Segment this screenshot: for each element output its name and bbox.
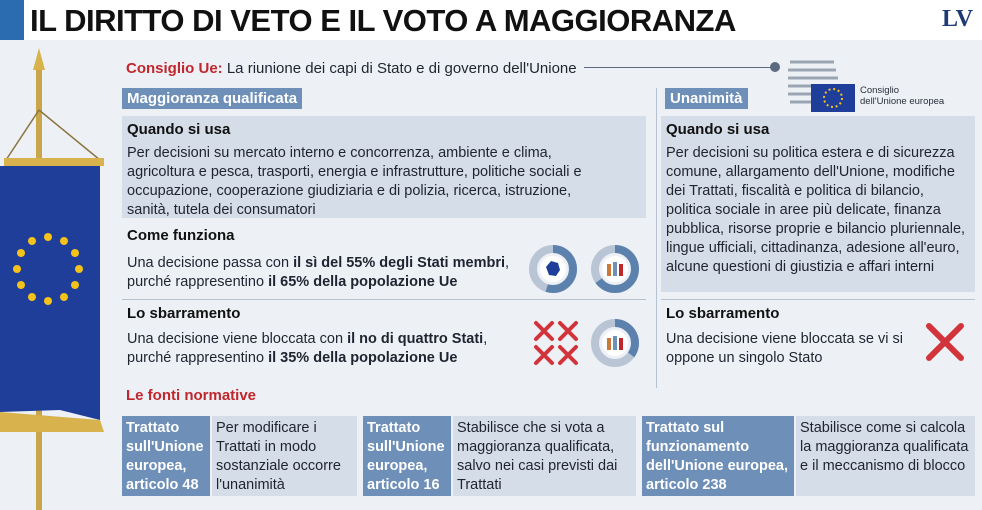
states-55-donut-icon [527, 243, 579, 295]
source-3-name: Trattato sul funzionamento dell'Unione europea, articolo 238 [642, 416, 794, 496]
block-b2: il 35% della popolazione Ue [268, 350, 458, 366]
source-1-text: Per modificare i Trattati in modo sostanziale occorre l'unanimità [212, 416, 357, 496]
eu-flag-illustration [0, 40, 118, 510]
how-b2: il 65% della popolazione Ue [268, 274, 458, 290]
source-2-text: Stabilisce che si vota a maggioranza qualificata, salvo nei casi previsti dai Trattati [453, 416, 636, 496]
right-when-text: Per decisioni su politica estera e di sicurezza comune, allargamento dell'Unione, modifiche dei Trattati, fiscalità e politica di bilancio, politica sociale in aree più delicate, finanza pubblica, risorse proprie e bilancio pluriennale, lingue ufficiali, cittadinanza, adesione all'euro, alcune questioni di giustizia e affari interni [666, 145, 966, 275]
left-when-title: Quando si usa [127, 121, 231, 138]
source-3-text: Stabilisce come si calcola la maggioranza qualificata e il meccanismo di blocco [796, 416, 975, 496]
council-logo-text [860, 85, 944, 107]
right-divider [661, 299, 975, 300]
source-1-name: Trattato sull'Unione europea, articolo 48 [122, 416, 210, 496]
population-35-donut-icon [589, 317, 641, 369]
council-label: Consiglio Ue: [126, 60, 223, 77]
how-pre: Una decisione passa con [127, 255, 294, 271]
left-block-text [127, 330, 527, 368]
connector-dot [770, 62, 780, 72]
right-when-title: Quando si usa [666, 121, 770, 138]
column-divider [656, 88, 657, 388]
left-divider [122, 299, 646, 300]
source-2-name: Trattato sull'Unione europea, articolo 16 [363, 416, 451, 496]
left-when-text: Per decisioni su mercato interno e concorrenza, ambiente e clima, agricoltura e pesca, trasporti, energia e infrastrutture, politiche sociali e occupazione, cooperazione giudiziaria e di polizia, ricerca, istruzione, sanità, tutela dei consumatori [127, 145, 582, 218]
block-mid: , purché rappresentino [127, 331, 488, 366]
single-state-veto-icon [924, 321, 966, 363]
sources-title: Le fonti normative [126, 387, 257, 404]
population-65-donut-icon [589, 243, 641, 295]
council-caption [126, 60, 577, 77]
connector-line [584, 67, 772, 68]
title-accent [0, 0, 24, 40]
council-logo-line1: Consiglio [860, 85, 900, 96]
publisher-logo: LV [942, 6, 974, 32]
how-mid: , purché rappresentino [127, 255, 510, 290]
qualified-majority-tag: Maggioranza qualificata [122, 88, 302, 109]
council-logo-line2: dell'Unione europea [860, 96, 945, 107]
right-block-text: Una decisione viene bloccata se vi si oppone un singolo Stato [666, 331, 903, 366]
how-title: Come funziona [127, 227, 235, 244]
how-text [127, 254, 527, 292]
eu-flag-icon [811, 84, 855, 112]
council-text: La riunione dei capi di Stato e di governo dell'Unione [226, 60, 577, 77]
page-title: IL DIRITTO DI VETO E IL VOTO A MAGGIORANZA [30, 3, 736, 38]
right-block-title: Lo sbarramento [666, 305, 780, 322]
block-pre: Una decisione viene bloccata con [127, 331, 348, 347]
four-states-no-icon [533, 320, 581, 368]
how-b1: il sì del 55% degli Stati membri [293, 255, 505, 271]
block-b1: il no di quattro Stati [347, 331, 484, 347]
left-block-title: Lo sbarramento [127, 305, 241, 322]
unanimity-tag: Unanimità [665, 88, 748, 109]
